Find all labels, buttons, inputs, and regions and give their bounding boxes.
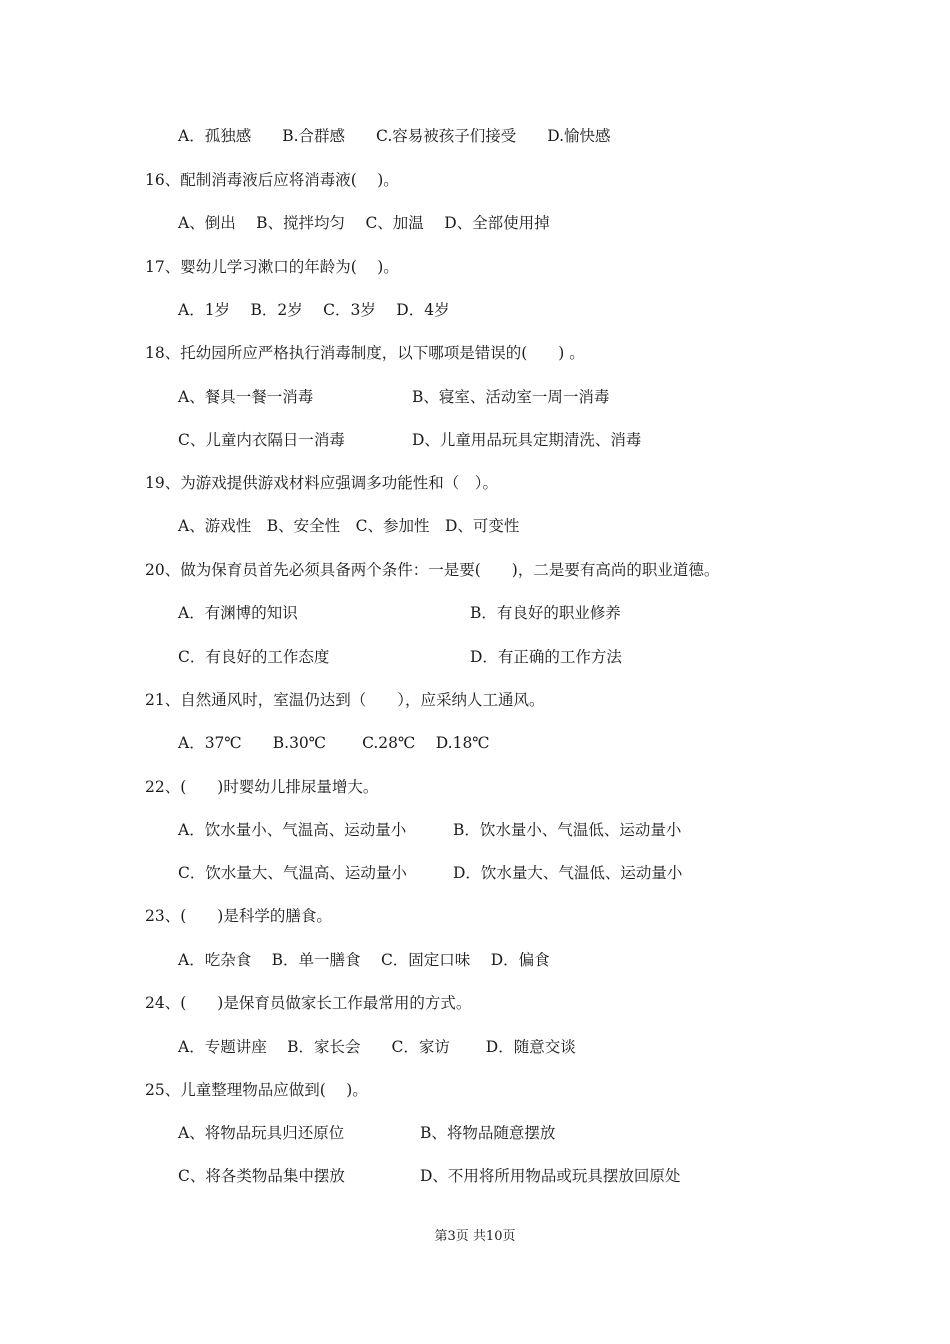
q18-option-d: D、儿童用品玩具定期清洗、消毒	[412, 431, 642, 449]
q16-options: A、倒出 B、搅拌均匀 C、加温 D、全部使用掉	[178, 214, 550, 232]
q20-option-a: A．有渊博的知识	[178, 604, 298, 622]
q22-option-b: B．饮水量小、气温低、运动量小	[453, 821, 682, 839]
q23-stem: 23、( )是科学的膳食。	[145, 907, 332, 925]
q23-options: A．吃杂食 B．单一膳食 C．固定口味 D．偏食	[178, 951, 550, 969]
q25-option-b: B、将物品随意摆放	[420, 1124, 556, 1142]
q17-stem: 17、婴幼儿学习漱口的年龄为( )。	[145, 258, 399, 276]
q21-stem: 21、自然通风时，室温仍达到（ ），应采纳人工通风。	[145, 691, 545, 709]
q16-stem: 16、配制消毒液后应将消毒液( )。	[145, 171, 399, 189]
page-number-footer: 第3页 共10页	[434, 1229, 516, 1244]
q19-stem: 19、为游戏提供游戏材料应强调多功能性和（ ）。	[145, 474, 498, 492]
q20-option-c: C．有良好的工作态度	[178, 648, 330, 666]
q25-option-c: C、将各类物品集中摆放	[178, 1167, 345, 1185]
q21-options: A．37℃ B.30℃ C.28℃ D.18℃	[178, 734, 490, 752]
q19-options: A、游戏性 B、安全性 C、参加性 D、可变性	[178, 517, 520, 535]
q25-option-d: D、不用将所用物品或玩具摆放回原处	[420, 1167, 681, 1185]
q20-stem: 20、做为保育员首先必须具备两个条件：一是要( )，二是要有高尚的职业道德。	[145, 561, 720, 579]
q24-options: A．专题讲座 B．家长会 C．家访 D．随意交谈	[178, 1038, 576, 1056]
q18-option-a: A、餐具一餐一消毒	[178, 388, 314, 406]
q25-stem: 25、儿童整理物品应做到( )。	[145, 1081, 368, 1099]
q18-stem: 18、托幼园所应严格执行消毒制度，以下哪项是错误的( ) 。	[145, 344, 585, 362]
q22-option-d: D．饮水量大、气温低、运动量小	[453, 864, 683, 882]
q18-option-c: C、儿童内衣隔日一消毒	[178, 431, 345, 449]
q20-option-d: D．有正确的工作方法	[470, 648, 622, 666]
q22-option-a: A．饮水量小、气温高、运动量小	[178, 821, 407, 839]
q15-options: A．孤独感 B.合群感 C.容易被孩子们接受 D.愉快感	[178, 127, 611, 145]
q24-stem: 24、( )是保育员做家长工作最常用的方式。	[145, 994, 472, 1012]
q18-option-b: B、寝室、活动室一周一消毒	[412, 388, 610, 406]
q20-option-b: B．有良好的职业修养	[470, 604, 621, 622]
q22-option-c: C．饮水量大、气温高、运动量小	[178, 864, 407, 882]
q25-option-a: A、将物品玩具归还原位	[178, 1124, 345, 1142]
q17-options: A．1岁 B．2岁 C．3岁 D．4岁	[178, 301, 450, 319]
q22-stem: 22、( )时婴幼儿排尿量增大。	[145, 778, 379, 796]
